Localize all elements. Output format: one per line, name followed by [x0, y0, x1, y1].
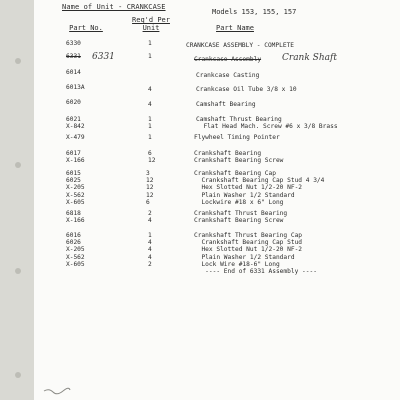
quantity-required: 1	[148, 40, 152, 47]
quantity-required: 1 4 4 4 2	[148, 232, 152, 268]
punch-hole	[15, 372, 21, 378]
part-name-struck: Crankcase Assembly	[194, 56, 262, 63]
handwritten-part-name: Crank Shaft	[282, 53, 337, 63]
part-name: Flywheel Timing Pointer	[194, 134, 280, 141]
part-name: Crankcase Casting	[196, 72, 260, 79]
bottom-scribble-mark	[43, 387, 71, 395]
quantity-required: 2 4	[148, 210, 152, 225]
part-name: Crankshaft Thrust Bearing Cap Crankshaft Bearing Cap Stud Hex Slotted Nut 1/2-20 NF-2 Plain Washer 1/2 Standard Lock Wire #18-6" Long ---- End of 6331 Assembly ----	[194, 232, 317, 276]
part-name: Crankshaft Bearing Crankshaft Bearing Screw	[194, 150, 284, 165]
part-number: 6016 6026 X-205 X-562 X-605	[66, 232, 85, 268]
part-name: Crankcase Oil Tube 3/8 x 10	[196, 86, 297, 93]
punch-hole	[15, 268, 21, 274]
column-header-part-no: Part No.	[69, 24, 103, 32]
quantity-required: 6 12	[148, 150, 156, 165]
part-name: Camshaft Bearing	[196, 101, 256, 108]
part-number: 6020	[66, 99, 81, 106]
punch-hole	[15, 58, 21, 64]
column-header-reqd-per-unit: Req'd Per Unit	[132, 16, 170, 32]
part-number: 6330	[66, 40, 81, 47]
part-number: 6017 X-166	[66, 150, 85, 165]
quantity-required: 1	[148, 53, 152, 60]
part-name: Camshaft Thrust Bearing Flat Head Mach. Screw #6 x 3/8 Brass	[196, 116, 338, 131]
part-number: 6021 X-842	[66, 116, 85, 131]
part-number: 6015 6025 X-205 X-562 X-605	[66, 170, 85, 206]
quantity-required: 4	[148, 86, 152, 93]
unit-name-heading: Name of Unit - CRANKCASE	[62, 3, 166, 11]
quantity-required: 4	[148, 101, 152, 108]
column-header-part-name: Part Name	[216, 24, 254, 32]
part-name: Crankshaft Bearing Cap Crankshaft Bearing Cap Stud 4 3/4 Hex Slotted Nut 1/2-20 NF-2 Plain Washer 1/2 Standard Lockwire #18 x 6" Long	[194, 170, 325, 206]
part-name: CRANKCASE ASSEMBLY - COMPLETE	[186, 42, 295, 49]
binder-strip	[0, 0, 35, 400]
quantity-required: 1 1	[148, 116, 152, 131]
models-heading: Models 153, 155, 157	[212, 8, 297, 16]
part-number: 6013A	[66, 84, 85, 91]
part-name: Crankshaft Thrust Bearing Crankshaft Bearing Screw	[194, 210, 288, 225]
handwritten-part-number: 6331	[92, 52, 115, 62]
quantity-required: 3 12 12 12 6	[146, 170, 154, 206]
punch-hole	[15, 162, 21, 168]
quantity-required: 1	[148, 134, 152, 141]
part-number: 6818 X-166	[66, 210, 85, 225]
part-number: X-479	[66, 134, 85, 141]
part-number-struck: 6331	[66, 53, 81, 60]
part-number: 6014	[66, 69, 81, 76]
